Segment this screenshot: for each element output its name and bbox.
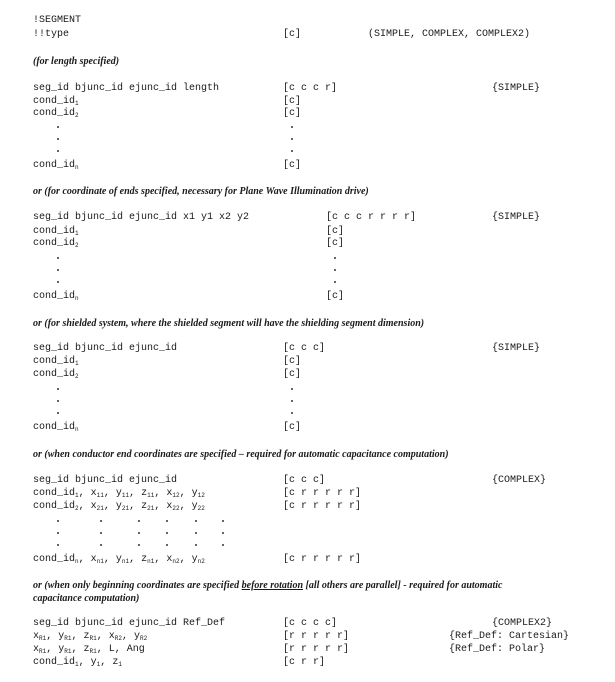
ellipsis-dot [291,388,293,390]
ellipsis-dot [57,520,59,522]
ellipsis-dot [57,400,59,402]
s2-cond-2-spec: [c] [326,238,345,249]
section-2-title: or (for coordinate of ends specified, necessary for Plane Wave Illumination drive) [33,186,369,197]
ellipsis-dot [100,532,102,534]
ellipsis-dot [57,150,59,152]
s3-cond-n-spec: [c] [283,422,302,433]
s5-ref-cartesian-spec: [r r r r r] [283,631,350,642]
s3-seg-line: seg_id bjunc_id ejunc_id [33,343,178,354]
s4-seg-line: seg_id bjunc_id ejunc_id [33,475,178,486]
s1-cond-1-spec: [c] [283,96,302,107]
ellipsis-dot [166,532,168,534]
s4-seg-type: {COMPLEX} [492,475,547,486]
segment-keyword: !SEGMENT [33,15,82,26]
type-values: (SIMPLE, COMPLEX, COMPLEX2) [368,29,531,40]
s2-cond-1: $cond\_id_1$ [33,226,79,237]
s1-seg-line: seg_id bjunc_id ejunc_id length [33,83,220,94]
s4-cond-2: $cond\_id_2$, $x_{21}$, $y_{21}$, $z_{21}$, $x_{22}$, $y_{22}$ [33,501,205,512]
s5-cond-1: $cond\_id_1$, $y_1$, $z_1$ [33,657,122,668]
ellipsis-dot [291,400,293,402]
ellipsis-dot [195,544,197,546]
ellipsis-dot [57,269,59,271]
ellipsis-dot [166,544,168,546]
section-5-title: or (when only beginning coordinates are specified before rotation [all others are parallel] - required for automatic [33,580,503,591]
s5-seg-line: seg_id bjunc_id ejunc_id Ref_Def [33,618,226,629]
s1-cond-1: $cond\_id_1$ [33,96,79,107]
section-4-title: or (when conductor end coordinates are specified – required for automatic capacitance computation) [33,449,449,460]
s2-seg-spec: [c c c r r r r] [326,212,417,223]
ellipsis-dot [222,544,224,546]
ellipsis-dot [222,532,224,534]
s5-ref-polar-note: {Ref_Def: Polar} [449,644,546,655]
ellipsis-dot [291,126,293,128]
ellipsis-dot [57,126,59,128]
s2-cond-n-spec: [c] [326,291,345,302]
s3-cond-1: $cond\_id_1$ [33,356,79,367]
ellipsis-dot [334,269,336,271]
ellipsis-dot [195,532,197,534]
ellipsis-dot [57,412,59,414]
s1-cond-n-spec: [c] [283,160,302,171]
s1-seg-spec: [c c c r] [283,83,338,94]
s3-cond-2: $cond\_id_2$ [33,369,79,380]
ellipsis-dot [57,544,59,546]
s2-seg-line: seg_id bjunc_id ejunc_id x1 y1 x2 y2 [33,212,250,223]
s2-cond-1-spec: [c] [326,226,345,237]
s5-ref-cartesian-note: {Ref_Def: Cartesian} [449,631,570,642]
ellipsis-dot [57,257,59,259]
ellipsis-dot [291,150,293,152]
s1-seg-type: {SIMPLE} [492,83,541,94]
s2-cond-2: $cond\_id_2$ [33,238,79,249]
s1-cond-n: $cond\_id_n$ [33,160,79,171]
ellipsis-dot [222,520,224,522]
ellipsis-dot [100,520,102,522]
s2-cond-n: $cond\_id_n$ [33,291,79,302]
s4-seg-spec: [c c c] [283,475,326,486]
s3-cond-2-spec: [c] [283,369,302,380]
s4-cond-n-spec: [c r r r r r] [283,554,362,565]
ellipsis-dot [57,138,59,140]
ellipsis-dot [57,532,59,534]
section-5-title-cont: capacitance computation) [33,593,140,604]
ellipsis-dot [334,257,336,259]
s4-cond-1-spec: [c r r r r r] [283,488,362,499]
section-3-title: or (for shielded system, where the shielded segment will have the shielding segment dimension) [33,318,425,329]
s3-cond-n: $cond\_id_n$ [33,422,79,433]
s4-cond-n: $cond\_id_n$, $x_{n1}$, $y_{n1}$, $z_{n1}$, $x_{n2}$, $y_{n2}$ [33,554,205,565]
s4-cond-1: $cond\_id_1$, $x_{11}$, $y_{11}$, $z_{11}$, $x_{12}$, $y_{12}$ [33,488,205,499]
s3-seg-spec: [c c c] [283,343,326,354]
s5-ref-polar-spec: [r r r r r] [283,644,350,655]
ellipsis-dot [334,281,336,283]
ellipsis-dot [57,388,59,390]
s3-seg-type: {SIMPLE} [492,343,541,354]
s5-seg-spec: [c c c c] [283,618,338,629]
s2-seg-type: {SIMPLE} [492,212,541,223]
s5-ref-polar: $x_{R1}$, $y_{R1}$, $z_{R1}$, L, Ang [33,644,145,655]
s3-cond-1-spec: [c] [283,356,302,367]
ellipsis-dot [138,520,140,522]
s5-cond-1-spec: [c r r] [283,657,326,668]
type-spec: [c] [283,29,302,40]
ellipsis-dot [100,544,102,546]
ellipsis-dot [138,532,140,534]
s5-ref-cartesian: $x_{R1}$, $y_{R1}$, $z_{R1}$, $x_{R2}$, $y_{R2}$ [33,631,148,642]
ellipsis-dot [138,544,140,546]
section-1-title: (for length specified) [33,56,120,67]
before-rotation-underlined: before rotation [241,580,304,591]
ellipsis-dot [57,281,59,283]
ellipsis-dot [166,520,168,522]
ellipsis-dot [195,520,197,522]
s1-cond-2: $cond\_id_2$ [33,108,79,119]
s1-cond-2-spec: [c] [283,108,302,119]
s4-cond-2-spec: [c r r r r r] [283,501,362,512]
s5-seg-type: {COMPLEX2} [492,618,553,629]
ellipsis-dot [291,412,293,414]
ellipsis-dot [291,138,293,140]
type-line: !!type [33,29,70,40]
